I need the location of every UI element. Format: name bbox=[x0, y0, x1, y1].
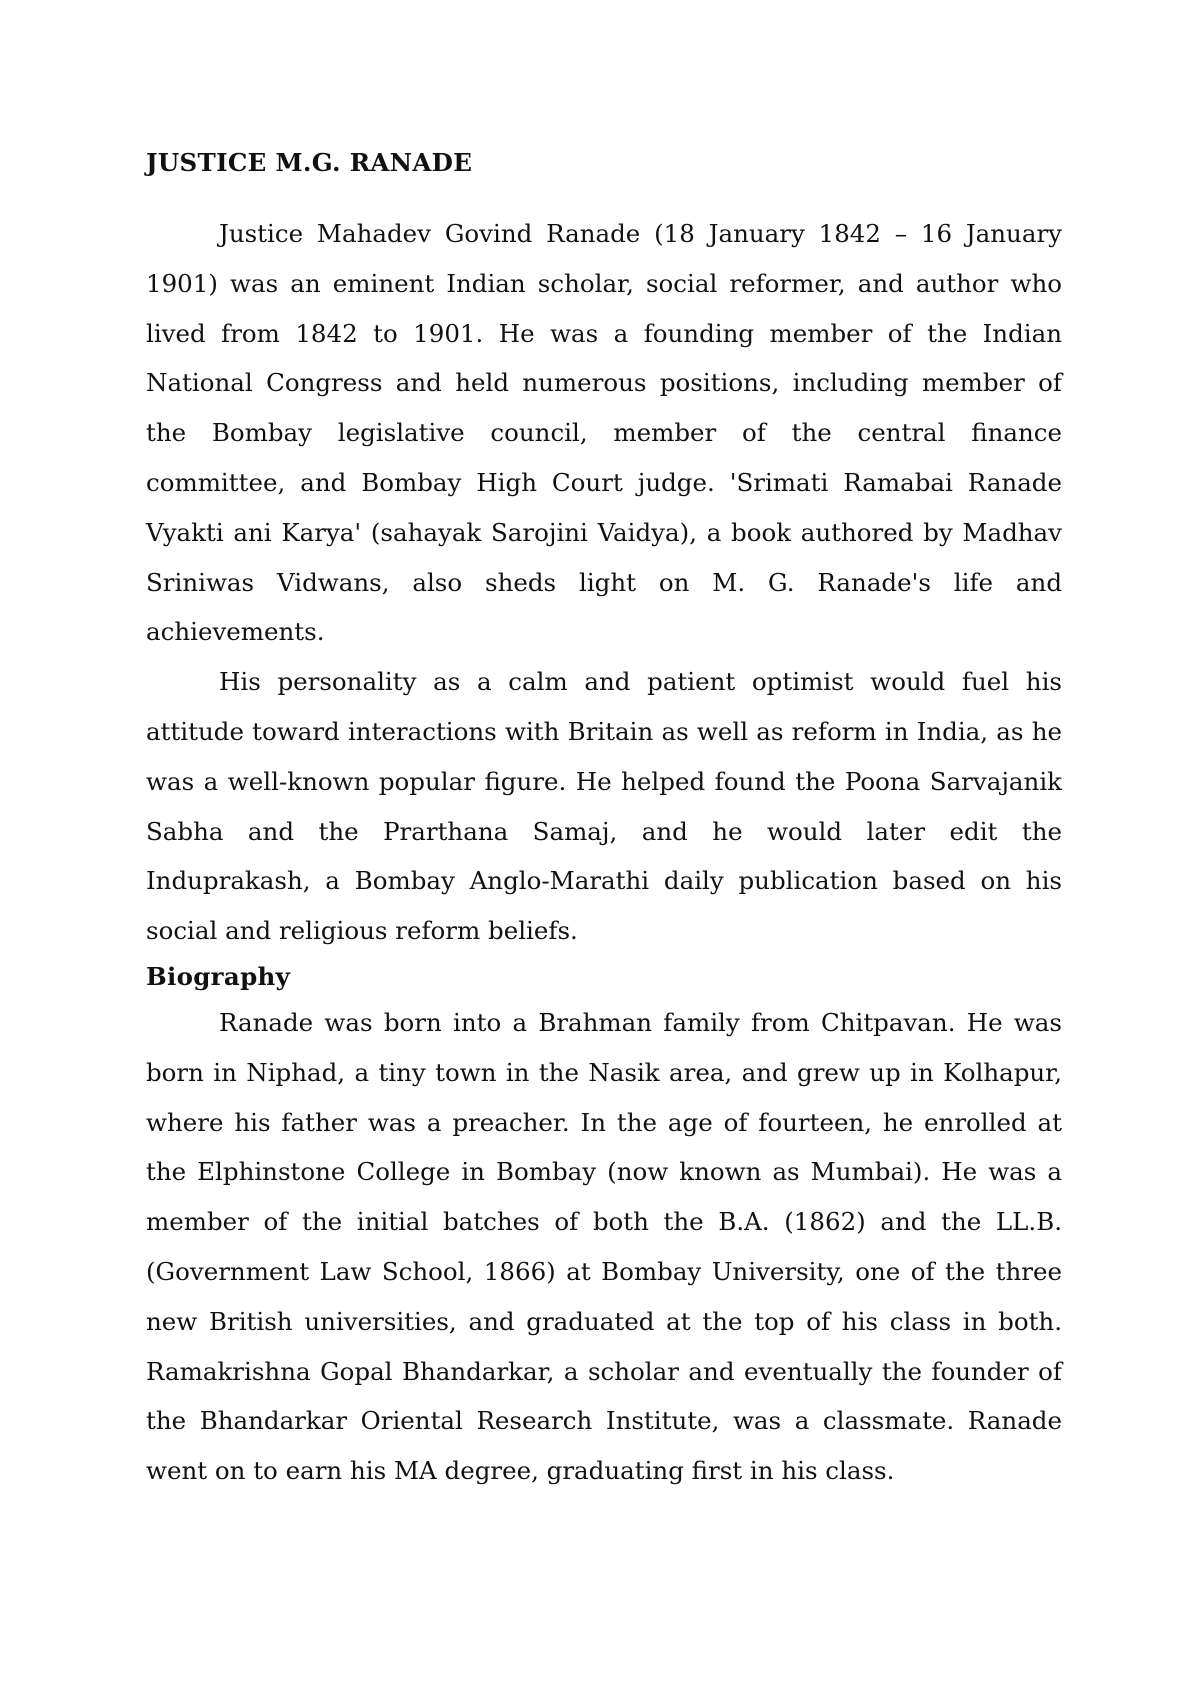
biography-heading: Biography bbox=[146, 961, 291, 991]
document-body bbox=[146, 143, 1062, 1496]
intro-paragraph-1: Justice Mahadev Govind Ranade (18 January 1842 – 16 January 1901) was an eminent Indian scholar, social reformer, and author who lived from 1842 to 1901. He was a founding member of the Indian National Congress and held numerous positions, including member of the Bombay legislative council, member of the central finance committee, and Bombay High Court judge. 'Srimati Ramabai Ranade Vyakti ani Karya' (sahayak Sarojini Vaidya), a book authored by Madhav Sriniwas Vidwans, also sheds light on M. G. Ranade's life and achievements. bbox=[146, 219, 1062, 647]
biography-paragraph-1: Ranade was born into a Brahman family from Chitpavan. He was born in Niphad, a tiny town in the Nasik area, and grew up in Kolhapur, where his father was a preacher. In the age of fourteen, he enrolled at the Elphinstone College in Bombay (now known as Mumbai). He was a member of the initial batches of both the B.A. (1862) and the LL.B. (Government Law School, 1866) at Bombay University, one of the three new British universities, and graduated at the top of his class in both. Ramakrishna Gopal Bhandarkar, a scholar and eventually the founder of the Bhandarkar Oriental Research Institute, was a classmate. Ranade went on to earn his MA degree, graduating first in his class. bbox=[146, 1007, 1062, 1486]
document-title: JUSTICE M.G. RANADE bbox=[146, 148, 473, 177]
intro-paragraph-2: His personality as a calm and patient optimist would fuel his attitude toward interactions with Britain as well as reform in India, as he was a well-known popular figure. He helped found the Poona Sarvajanik Sabha and the Prarthana Samaj, and he would later edit the Induprakash, a Bombay Anglo-Marathi daily publication based on his social and religious reform beliefs. bbox=[146, 667, 1062, 946]
